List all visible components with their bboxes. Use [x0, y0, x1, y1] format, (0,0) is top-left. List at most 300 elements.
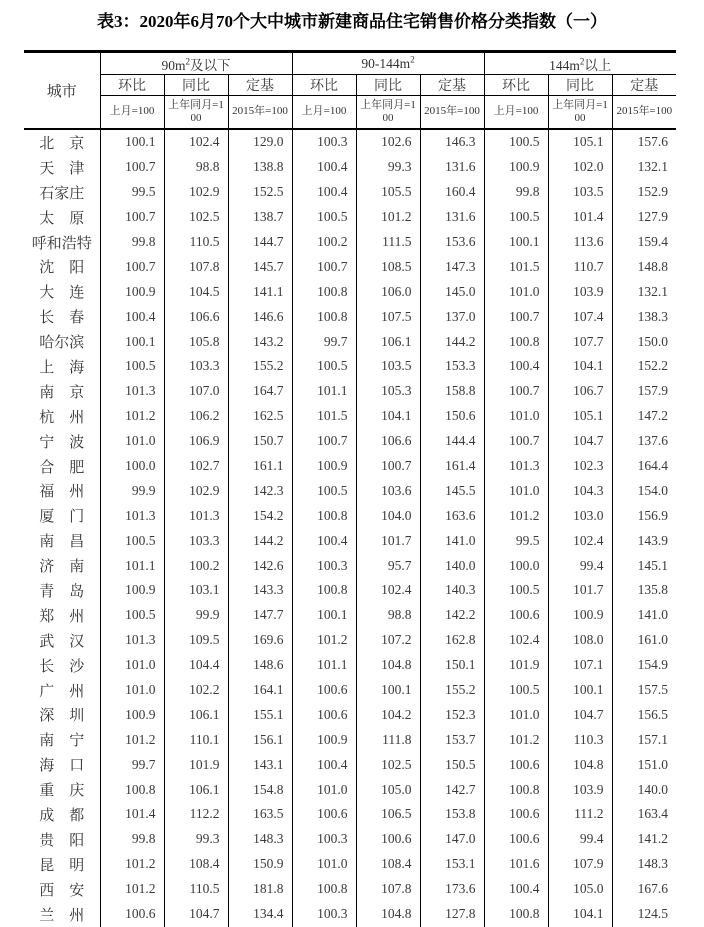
city-name: 济 南 — [39, 559, 85, 576]
value-cell: 103.9 — [548, 777, 612, 802]
value-cell: 107.8 — [356, 877, 420, 902]
value-cell: 100.8 — [484, 902, 548, 927]
value-cell: 148.8 — [612, 254, 676, 279]
table-body — [24, 129, 676, 927]
value-cell: 100.8 — [292, 578, 356, 603]
value-cell: 100.8 — [292, 279, 356, 304]
value-cell: 100.8 — [100, 777, 164, 802]
value-cell: 106.1 — [164, 702, 228, 727]
base-header-row — [24, 96, 676, 130]
city-name: 北 京 — [39, 135, 85, 152]
value-cell: 104.1 — [548, 354, 612, 379]
value-cell: 156.5 — [612, 702, 676, 727]
value-cell: 106.6 — [164, 304, 228, 329]
value-cell: 102.4 — [356, 578, 420, 603]
value-cell: 147.3 — [420, 254, 484, 279]
value-cell: 142.3 — [228, 478, 292, 503]
value-cell: 107.2 — [356, 628, 420, 653]
value-cell: 158.8 — [420, 379, 484, 404]
group-label-text: 144m — [549, 57, 580, 73]
value-cell: 104.8 — [548, 752, 612, 777]
city-name: 大 连 — [39, 285, 85, 302]
table-row — [24, 205, 676, 230]
value-cell: 101.0 — [100, 653, 164, 678]
table-row — [24, 777, 676, 802]
value-cell: 163.4 — [612, 802, 676, 827]
value-cell: 104.1 — [356, 404, 420, 429]
value-cell: 100.6 — [484, 802, 548, 827]
value-cell: 143.1 — [228, 752, 292, 777]
value-cell: 131.6 — [420, 155, 484, 180]
city-name: 西 安 — [39, 882, 85, 899]
value-cell: 104.7 — [164, 902, 228, 927]
city-name: 杭 州 — [39, 409, 85, 426]
superscript: 2 — [185, 56, 191, 66]
value-cell: 103.6 — [356, 478, 420, 503]
value-cell: 112.2 — [164, 802, 228, 827]
value-cell: 100.8 — [292, 304, 356, 329]
value-cell: 153.6 — [420, 230, 484, 255]
value-cell: 103.1 — [164, 578, 228, 603]
value-cell: 101.7 — [356, 528, 420, 553]
value-cell: 105.3 — [356, 379, 420, 404]
table-row — [24, 752, 676, 777]
value-cell: 104.1 — [548, 902, 612, 927]
value-cell: 132.1 — [612, 279, 676, 304]
value-cell: 152.3 — [420, 702, 484, 727]
value-cell: 100.8 — [292, 503, 356, 528]
value-cell: 98.8 — [164, 155, 228, 180]
base-label-prev-year: 上年同月=100 — [356, 96, 420, 130]
table-row — [24, 877, 676, 902]
value-cell: 161.1 — [228, 454, 292, 479]
value-cell: 150.1 — [420, 653, 484, 678]
value-cell: 100.5 — [484, 129, 548, 155]
value-cell: 100.3 — [292, 827, 356, 852]
table-row — [24, 578, 676, 603]
value-cell: 100.4 — [292, 528, 356, 553]
value-cell: 145.0 — [420, 279, 484, 304]
value-cell: 100.4 — [292, 155, 356, 180]
value-cell: 100.6 — [484, 752, 548, 777]
group-label-text: 90m — [161, 57, 186, 73]
value-cell: 161.4 — [420, 454, 484, 479]
value-cell: 104.0 — [356, 503, 420, 528]
value-cell: 142.2 — [420, 603, 484, 628]
value-cell: 105.1 — [548, 404, 612, 429]
value-cell: 153.3 — [420, 354, 484, 379]
table-row — [24, 155, 676, 180]
base-label-prev-month: 上月=100 — [484, 96, 548, 130]
value-cell: 159.4 — [612, 230, 676, 255]
value-cell: 152.9 — [612, 180, 676, 205]
value-cell: 100.1 — [100, 129, 164, 155]
measure-header-yoy: 同比 — [164, 75, 228, 96]
table-row — [24, 628, 676, 653]
value-cell: 162.8 — [420, 628, 484, 653]
table-header — [24, 52, 676, 130]
value-cell: 100.3 — [292, 553, 356, 578]
table-row — [24, 553, 676, 578]
table-row — [24, 503, 676, 528]
group-label-text: 90-144m — [361, 55, 411, 71]
city-name: 天 津 — [39, 160, 85, 177]
value-cell: 181.8 — [228, 877, 292, 902]
value-cell: 103.5 — [548, 180, 612, 205]
value-cell: 100.4 — [292, 752, 356, 777]
value-cell: 104.4 — [164, 653, 228, 678]
value-cell: 157.5 — [612, 678, 676, 703]
value-cell: 104.3 — [548, 478, 612, 503]
value-cell: 140.0 — [420, 553, 484, 578]
city-name: 武 汉 — [39, 633, 85, 650]
value-cell: 102.9 — [164, 180, 228, 205]
base-label-2015: 2015年=100 — [420, 96, 484, 130]
measure-header-mom: 环比 — [292, 75, 356, 96]
value-cell: 107.0 — [164, 379, 228, 404]
value-cell: 157.6 — [612, 129, 676, 155]
value-cell: 104.8 — [356, 902, 420, 927]
city-name: 贵 阳 — [39, 832, 85, 849]
value-cell: 137.0 — [420, 304, 484, 329]
value-cell: 102.4 — [164, 129, 228, 155]
value-cell: 101.2 — [484, 727, 548, 752]
value-cell: 154.2 — [228, 503, 292, 528]
value-cell: 137.6 — [612, 429, 676, 454]
value-cell: 101.0 — [484, 404, 548, 429]
value-cell: 164.4 — [612, 454, 676, 479]
table-row — [24, 429, 676, 454]
value-cell: 108.5 — [356, 254, 420, 279]
value-cell: 157.1 — [612, 727, 676, 752]
value-cell: 100.7 — [100, 254, 164, 279]
superscript: 2 — [410, 54, 415, 64]
value-cell: 107.7 — [548, 329, 612, 354]
value-cell: 148.6 — [228, 653, 292, 678]
city-name: 石家庄 — [39, 185, 85, 202]
value-cell: 105.0 — [356, 777, 420, 802]
value-cell: 145.1 — [612, 553, 676, 578]
city-name: 沈 阳 — [39, 260, 85, 277]
value-cell: 100.9 — [100, 578, 164, 603]
value-cell: 106.5 — [356, 802, 420, 827]
table-row — [24, 727, 676, 752]
table-row — [24, 653, 676, 678]
value-cell: 100.0 — [484, 553, 548, 578]
group-header-row — [24, 52, 676, 75]
value-cell: 160.4 — [420, 180, 484, 205]
value-cell: 101.9 — [164, 752, 228, 777]
value-cell: 103.5 — [356, 354, 420, 379]
table-row — [24, 827, 676, 852]
value-cell: 105.0 — [548, 877, 612, 902]
value-cell: 143.9 — [612, 528, 676, 553]
value-cell: 148.3 — [228, 827, 292, 852]
price-index-table — [24, 50, 676, 927]
value-cell: 164.7 — [228, 379, 292, 404]
value-cell: 104.2 — [356, 702, 420, 727]
value-cell: 100.7 — [292, 429, 356, 454]
value-cell: 103.3 — [164, 528, 228, 553]
measure-header-fixed-base: 定基 — [420, 75, 484, 96]
value-cell: 134.4 — [228, 902, 292, 927]
value-cell: 100.6 — [484, 827, 548, 852]
value-cell: 153.1 — [420, 852, 484, 877]
base-label-prev-year: 上年同月=100 — [164, 96, 228, 130]
value-cell: 163.6 — [420, 503, 484, 528]
value-cell: 151.0 — [612, 752, 676, 777]
value-cell: 155.2 — [420, 678, 484, 703]
city-name: 南 京 — [39, 384, 85, 401]
city-name: 福 州 — [39, 484, 85, 501]
value-cell: 105.5 — [356, 180, 420, 205]
value-cell: 153.8 — [420, 802, 484, 827]
city-name: 厦 门 — [39, 509, 85, 526]
value-cell: 145.7 — [228, 254, 292, 279]
value-cell: 102.5 — [356, 752, 420, 777]
value-cell: 106.9 — [164, 429, 228, 454]
value-cell: 101.9 — [484, 653, 548, 678]
value-cell: 99.5 — [484, 528, 548, 553]
value-cell: 173.6 — [420, 877, 484, 902]
city-name: 广 州 — [39, 683, 85, 700]
value-cell: 101.3 — [100, 379, 164, 404]
value-cell: 101.2 — [100, 727, 164, 752]
value-cell: 100.1 — [356, 678, 420, 703]
value-cell: 100.8 — [484, 329, 548, 354]
value-cell: 142.7 — [420, 777, 484, 802]
value-cell: 100.1 — [100, 329, 164, 354]
city-name: 呼和浩特 — [31, 235, 92, 252]
city-name: 太 原 — [39, 210, 85, 227]
value-cell: 131.6 — [420, 205, 484, 230]
value-cell: 110.5 — [164, 877, 228, 902]
value-cell: 155.2 — [228, 354, 292, 379]
value-cell: 100.7 — [100, 155, 164, 180]
value-cell: 101.0 — [484, 279, 548, 304]
value-cell: 106.1 — [356, 329, 420, 354]
value-cell: 106.7 — [548, 379, 612, 404]
value-cell: 162.5 — [228, 404, 292, 429]
value-cell: 129.0 — [228, 129, 292, 155]
value-cell: 163.5 — [228, 802, 292, 827]
value-cell: 103.3 — [164, 354, 228, 379]
value-cell: 111.5 — [356, 230, 420, 255]
value-cell: 110.1 — [164, 727, 228, 752]
value-cell: 100.4 — [484, 354, 548, 379]
city-name: 兰 州 — [39, 907, 85, 924]
value-cell: 127.8 — [420, 902, 484, 927]
city-name: 深 圳 — [39, 708, 85, 725]
value-cell: 100.2 — [164, 553, 228, 578]
value-cell: 103.0 — [548, 503, 612, 528]
value-cell: 147.7 — [228, 603, 292, 628]
value-cell: 143.3 — [228, 578, 292, 603]
value-cell: 142.6 — [228, 553, 292, 578]
value-cell: 144.7 — [228, 230, 292, 255]
value-cell: 95.7 — [356, 553, 420, 578]
value-cell: 100.1 — [484, 230, 548, 255]
table-row — [24, 852, 676, 877]
value-cell: 100.5 — [100, 528, 164, 553]
city-name: 长 春 — [39, 310, 85, 327]
value-cell: 150.6 — [420, 404, 484, 429]
base-label-2015: 2015年=100 — [228, 96, 292, 130]
value-cell: 101.0 — [292, 852, 356, 877]
value-cell: 154.8 — [228, 777, 292, 802]
value-cell: 104.5 — [164, 279, 228, 304]
value-cell: 100.5 — [484, 205, 548, 230]
value-cell: 100.6 — [356, 827, 420, 852]
value-cell: 106.0 — [356, 279, 420, 304]
value-cell: 101.6 — [484, 852, 548, 877]
value-cell: 101.2 — [292, 628, 356, 653]
value-cell: 101.3 — [100, 503, 164, 528]
value-cell: 141.0 — [420, 528, 484, 553]
measure-header-yoy: 同比 — [356, 75, 420, 96]
value-cell: 105.1 — [548, 129, 612, 155]
value-cell: 109.5 — [164, 628, 228, 653]
value-cell: 101.4 — [548, 205, 612, 230]
value-cell: 100.9 — [292, 727, 356, 752]
value-cell: 101.2 — [100, 404, 164, 429]
value-cell: 100.9 — [100, 279, 164, 304]
value-cell: 100.6 — [292, 702, 356, 727]
value-cell: 100.7 — [100, 205, 164, 230]
table-row — [24, 404, 676, 429]
table-row — [24, 329, 676, 354]
value-cell: 102.2 — [164, 678, 228, 703]
value-cell: 99.7 — [292, 329, 356, 354]
measure-header-row — [24, 75, 676, 96]
value-cell: 147.0 — [420, 827, 484, 852]
measure-header-mom: 环比 — [100, 75, 164, 96]
value-cell: 100.5 — [100, 354, 164, 379]
value-cell: 154.0 — [612, 478, 676, 503]
value-cell: 99.5 — [100, 180, 164, 205]
table-row — [24, 279, 676, 304]
page-title: 表3：2020年6月70个大中城市新建商品住宅销售价格分类指数（一） — [97, 12, 607, 31]
city-name: 郑 州 — [39, 608, 85, 625]
value-cell: 100.6 — [292, 802, 356, 827]
value-cell: 107.1 — [548, 653, 612, 678]
value-cell: 101.2 — [356, 205, 420, 230]
group-header-90-below — [100, 52, 292, 75]
value-cell: 138.8 — [228, 155, 292, 180]
value-cell: 141.0 — [612, 603, 676, 628]
value-cell: 150.5 — [420, 752, 484, 777]
value-cell: 108.0 — [548, 628, 612, 653]
value-cell: 100.6 — [484, 603, 548, 628]
table-row — [24, 902, 676, 927]
table-row — [24, 528, 676, 553]
value-cell: 140.3 — [420, 578, 484, 603]
value-cell: 101.5 — [292, 404, 356, 429]
value-cell: 100.8 — [484, 777, 548, 802]
value-cell: 99.9 — [164, 603, 228, 628]
value-cell: 100.4 — [292, 180, 356, 205]
value-cell: 154.9 — [612, 653, 676, 678]
value-cell: 144.2 — [420, 329, 484, 354]
value-cell: 100.5 — [292, 205, 356, 230]
value-cell: 100.8 — [292, 877, 356, 902]
value-cell: 100.2 — [292, 230, 356, 255]
base-label-2015: 2015年=100 — [612, 96, 676, 130]
base-label-prev-month: 上月=100 — [100, 96, 164, 130]
value-cell: 157.9 — [612, 379, 676, 404]
value-cell: 138.7 — [228, 205, 292, 230]
value-cell: 99.8 — [100, 230, 164, 255]
value-cell: 100.7 — [292, 254, 356, 279]
city-name: 上 海 — [39, 359, 85, 376]
table-row — [24, 180, 676, 205]
value-cell: 101.3 — [164, 503, 228, 528]
value-cell: 132.1 — [612, 155, 676, 180]
value-cell: 145.5 — [420, 478, 484, 503]
value-cell: 104.7 — [548, 702, 612, 727]
value-cell: 103.9 — [548, 279, 612, 304]
table-row — [24, 254, 676, 279]
value-cell: 101.7 — [548, 578, 612, 603]
table-row — [24, 603, 676, 628]
value-cell: 100.6 — [100, 902, 164, 927]
value-cell: 113.6 — [548, 230, 612, 255]
value-cell: 100.9 — [292, 454, 356, 479]
city-name: 海 口 — [39, 758, 85, 775]
city-name: 哈尔滨 — [39, 335, 85, 352]
value-cell: 99.3 — [356, 155, 420, 180]
table-row — [24, 478, 676, 503]
value-cell: 150.9 — [228, 852, 292, 877]
value-cell: 107.9 — [548, 852, 612, 877]
city-name: 合 肥 — [39, 459, 85, 476]
value-cell: 152.5 — [228, 180, 292, 205]
value-cell: 147.2 — [612, 404, 676, 429]
value-cell: 100.7 — [484, 304, 548, 329]
city-name: 昆 明 — [39, 857, 85, 874]
value-cell: 100.9 — [100, 702, 164, 727]
value-cell: 104.8 — [356, 653, 420, 678]
value-cell: 143.2 — [228, 329, 292, 354]
value-cell: 111.2 — [548, 802, 612, 827]
value-cell: 100.5 — [484, 678, 548, 703]
value-cell: 100.5 — [100, 603, 164, 628]
value-cell: 169.6 — [228, 628, 292, 653]
value-cell: 101.0 — [100, 429, 164, 454]
city-name: 南 宁 — [39, 733, 85, 750]
city-name: 长 沙 — [39, 658, 85, 675]
table-row — [24, 702, 676, 727]
city-column-header: 城市 — [24, 52, 100, 130]
group-label-text: 及以下 — [190, 57, 231, 73]
measure-header-fixed-base: 定基 — [228, 75, 292, 96]
value-cell: 101.0 — [484, 478, 548, 503]
value-cell: 100.9 — [484, 155, 548, 180]
value-cell: 100.5 — [484, 578, 548, 603]
value-cell: 100.7 — [484, 379, 548, 404]
value-cell: 102.0 — [548, 155, 612, 180]
value-cell: 101.3 — [484, 454, 548, 479]
value-cell: 150.7 — [228, 429, 292, 454]
superscript: 2 — [579, 56, 585, 66]
value-cell: 138.3 — [612, 304, 676, 329]
value-cell: 101.0 — [100, 678, 164, 703]
value-cell: 100.1 — [292, 603, 356, 628]
value-cell: 99.7 — [100, 752, 164, 777]
value-cell: 167.6 — [612, 877, 676, 902]
value-cell: 102.4 — [484, 628, 548, 653]
value-cell: 100.5 — [292, 478, 356, 503]
